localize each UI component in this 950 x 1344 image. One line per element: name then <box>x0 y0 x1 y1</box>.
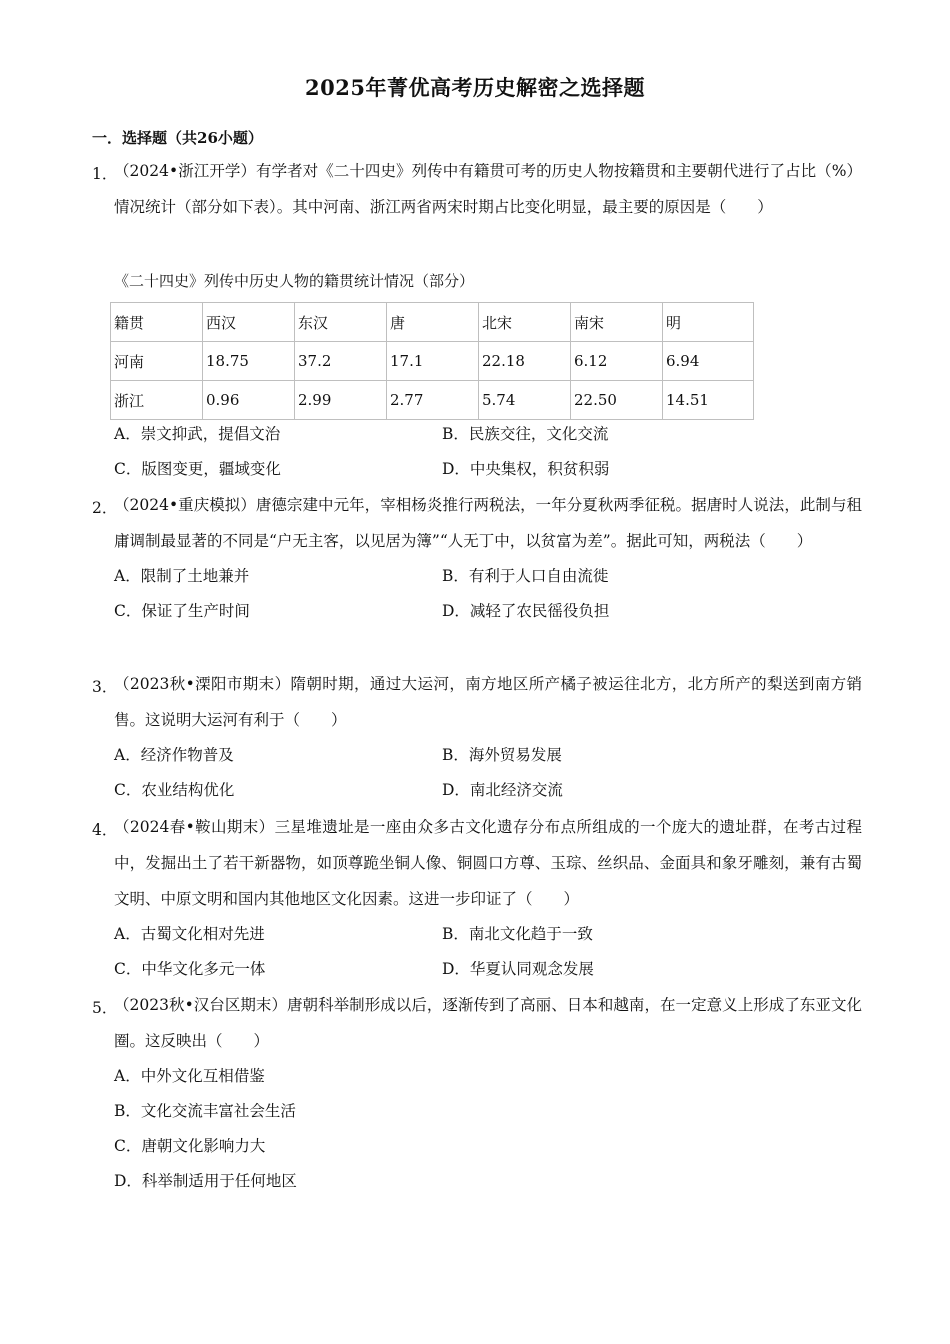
option-d: D．华夏认同观念发展 <box>442 960 594 978</box>
option-a: A．古蜀文化相对先进 <box>114 925 265 943</box>
table-cell: 22.18 <box>479 342 571 381</box>
question-5 <box>92 996 862 1199</box>
table-cell: 37.2 <box>295 342 387 381</box>
option-a: A．限制了土地兼并 <box>114 567 250 585</box>
table-header-cell: 西汉 <box>203 303 295 342</box>
option-a: A．经济作物普及 <box>114 746 234 764</box>
option-b: B．南北文化趋于一致 <box>442 925 593 943</box>
table-header-row <box>111 303 754 342</box>
question-4 <box>92 818 862 987</box>
table-cell: 2.99 <box>295 381 387 420</box>
question-number: 5． <box>92 999 118 1017</box>
table-cell: 河南 <box>111 342 203 381</box>
option-d: D．科举制适用于任何地区 <box>114 1172 297 1190</box>
option-b: B．文化交流丰富社会生活 <box>114 1102 296 1120</box>
option-c: C．中华文化多元一体 <box>114 960 266 978</box>
table-cell: 0.96 <box>203 381 295 420</box>
document-title: 2025年菁优高考历史解密之选择题 <box>305 75 645 100</box>
table-cell: 6.12 <box>571 342 663 381</box>
option-a: A．中外文化互相借鉴 <box>114 1067 265 1085</box>
question-1-options <box>92 417 862 487</box>
question-2 <box>92 496 862 629</box>
table-header-cell: 籍贯 <box>111 303 203 342</box>
table-cell: 18.75 <box>203 342 295 381</box>
table-cell: 6.94 <box>663 342 754 381</box>
option-a: A．崇文抑武，提倡文治 <box>114 425 281 443</box>
table-cell: 17.1 <box>387 342 479 381</box>
table-cell: 14.51 <box>663 381 754 420</box>
question-number: 1． <box>92 165 118 183</box>
option-d: D．南北经济交流 <box>442 781 563 799</box>
table-header-cell: 唐 <box>387 303 479 342</box>
table-row <box>111 381 754 420</box>
option-b: B．有利于人口自由流徙 <box>442 567 609 585</box>
question-3 <box>92 675 862 808</box>
section-heading: 一．选择题（共26小题） <box>92 129 263 147</box>
question-stem: （2023秋•汉台区期末）唐朝科举制形成以后，逐渐传到了高丽、日本和越南，在一定意义上形成了东亚文化圈。这反映出（ ） <box>114 996 862 1050</box>
option-b: B．海外贸易发展 <box>442 746 562 764</box>
option-d: D．减轻了农民徭役负担 <box>442 602 610 620</box>
question-1 <box>92 162 862 225</box>
table-header-cell: 南宋 <box>571 303 663 342</box>
option-c: C．保证了生产时间 <box>114 602 250 620</box>
option-b: B．民族交往，文化交流 <box>442 425 609 443</box>
question-stem: （2024•浙江开学）有学者对《二十四史》列传中有籍贯可考的历史人物按籍贯和主要朝代进行了占比（%）情况统计（部分如下表）。其中河南、浙江两省两宋时期占比变化明显，最主要的原因是（ ） <box>114 162 862 216</box>
question-number: 2． <box>92 499 118 517</box>
option-c: C．版图变更，疆域变化 <box>114 460 281 478</box>
table-cell: 2.77 <box>387 381 479 420</box>
table-header-cell: 明 <box>663 303 754 342</box>
question-stem: （2023秋•溧阳市期末）隋朝时期，通过大运河，南方地区所产橘子被运往北方，北方所产的梨送到南方销售。这说明大运河有利于（ ） <box>114 675 862 729</box>
question-stem: （2024春•鞍山期末）三星堆遗址是一座由众多古文化遗存分布点所组成的一个庞大的遗址群，在考古过程中，发掘出土了若干新器物，如顶尊跪坐铜人像、铜圆口方尊、玉琮、丝织品、金面具和象牙雕刻，兼有古蜀文明、中原文明和国内其他地区文化因素。这进一步印证了（ ） <box>114 818 862 908</box>
table-cell: 22.50 <box>571 381 663 420</box>
table-header-cell: 东汉 <box>295 303 387 342</box>
question-stem: （2024•重庆模拟）唐德宗建中元年，宰相杨炎推行两税法，一年分夏秋两季征税。据唐时人说法，此制与租庸调制最显著的不同是“户无主客，以见居为簿”“人无丁中，以贫富为差”。据此可知，两税法（ ） <box>114 496 862 550</box>
table-header-cell: 北宋 <box>479 303 571 342</box>
table-caption: 《二十四史》列传中历史人物的籍贯统计情况（部分） <box>114 272 475 290</box>
question-number: 3． <box>92 678 118 696</box>
table-cell: 浙江 <box>111 381 203 420</box>
option-c: C．唐朝文化影响力大 <box>114 1137 266 1155</box>
table-row <box>111 342 754 381</box>
data-table <box>110 302 754 420</box>
option-c: C．农业结构优化 <box>114 781 235 799</box>
question-number: 4． <box>92 821 118 839</box>
option-d: D．中央集权，积贫积弱 <box>442 460 610 478</box>
table-cell: 5.74 <box>479 381 571 420</box>
